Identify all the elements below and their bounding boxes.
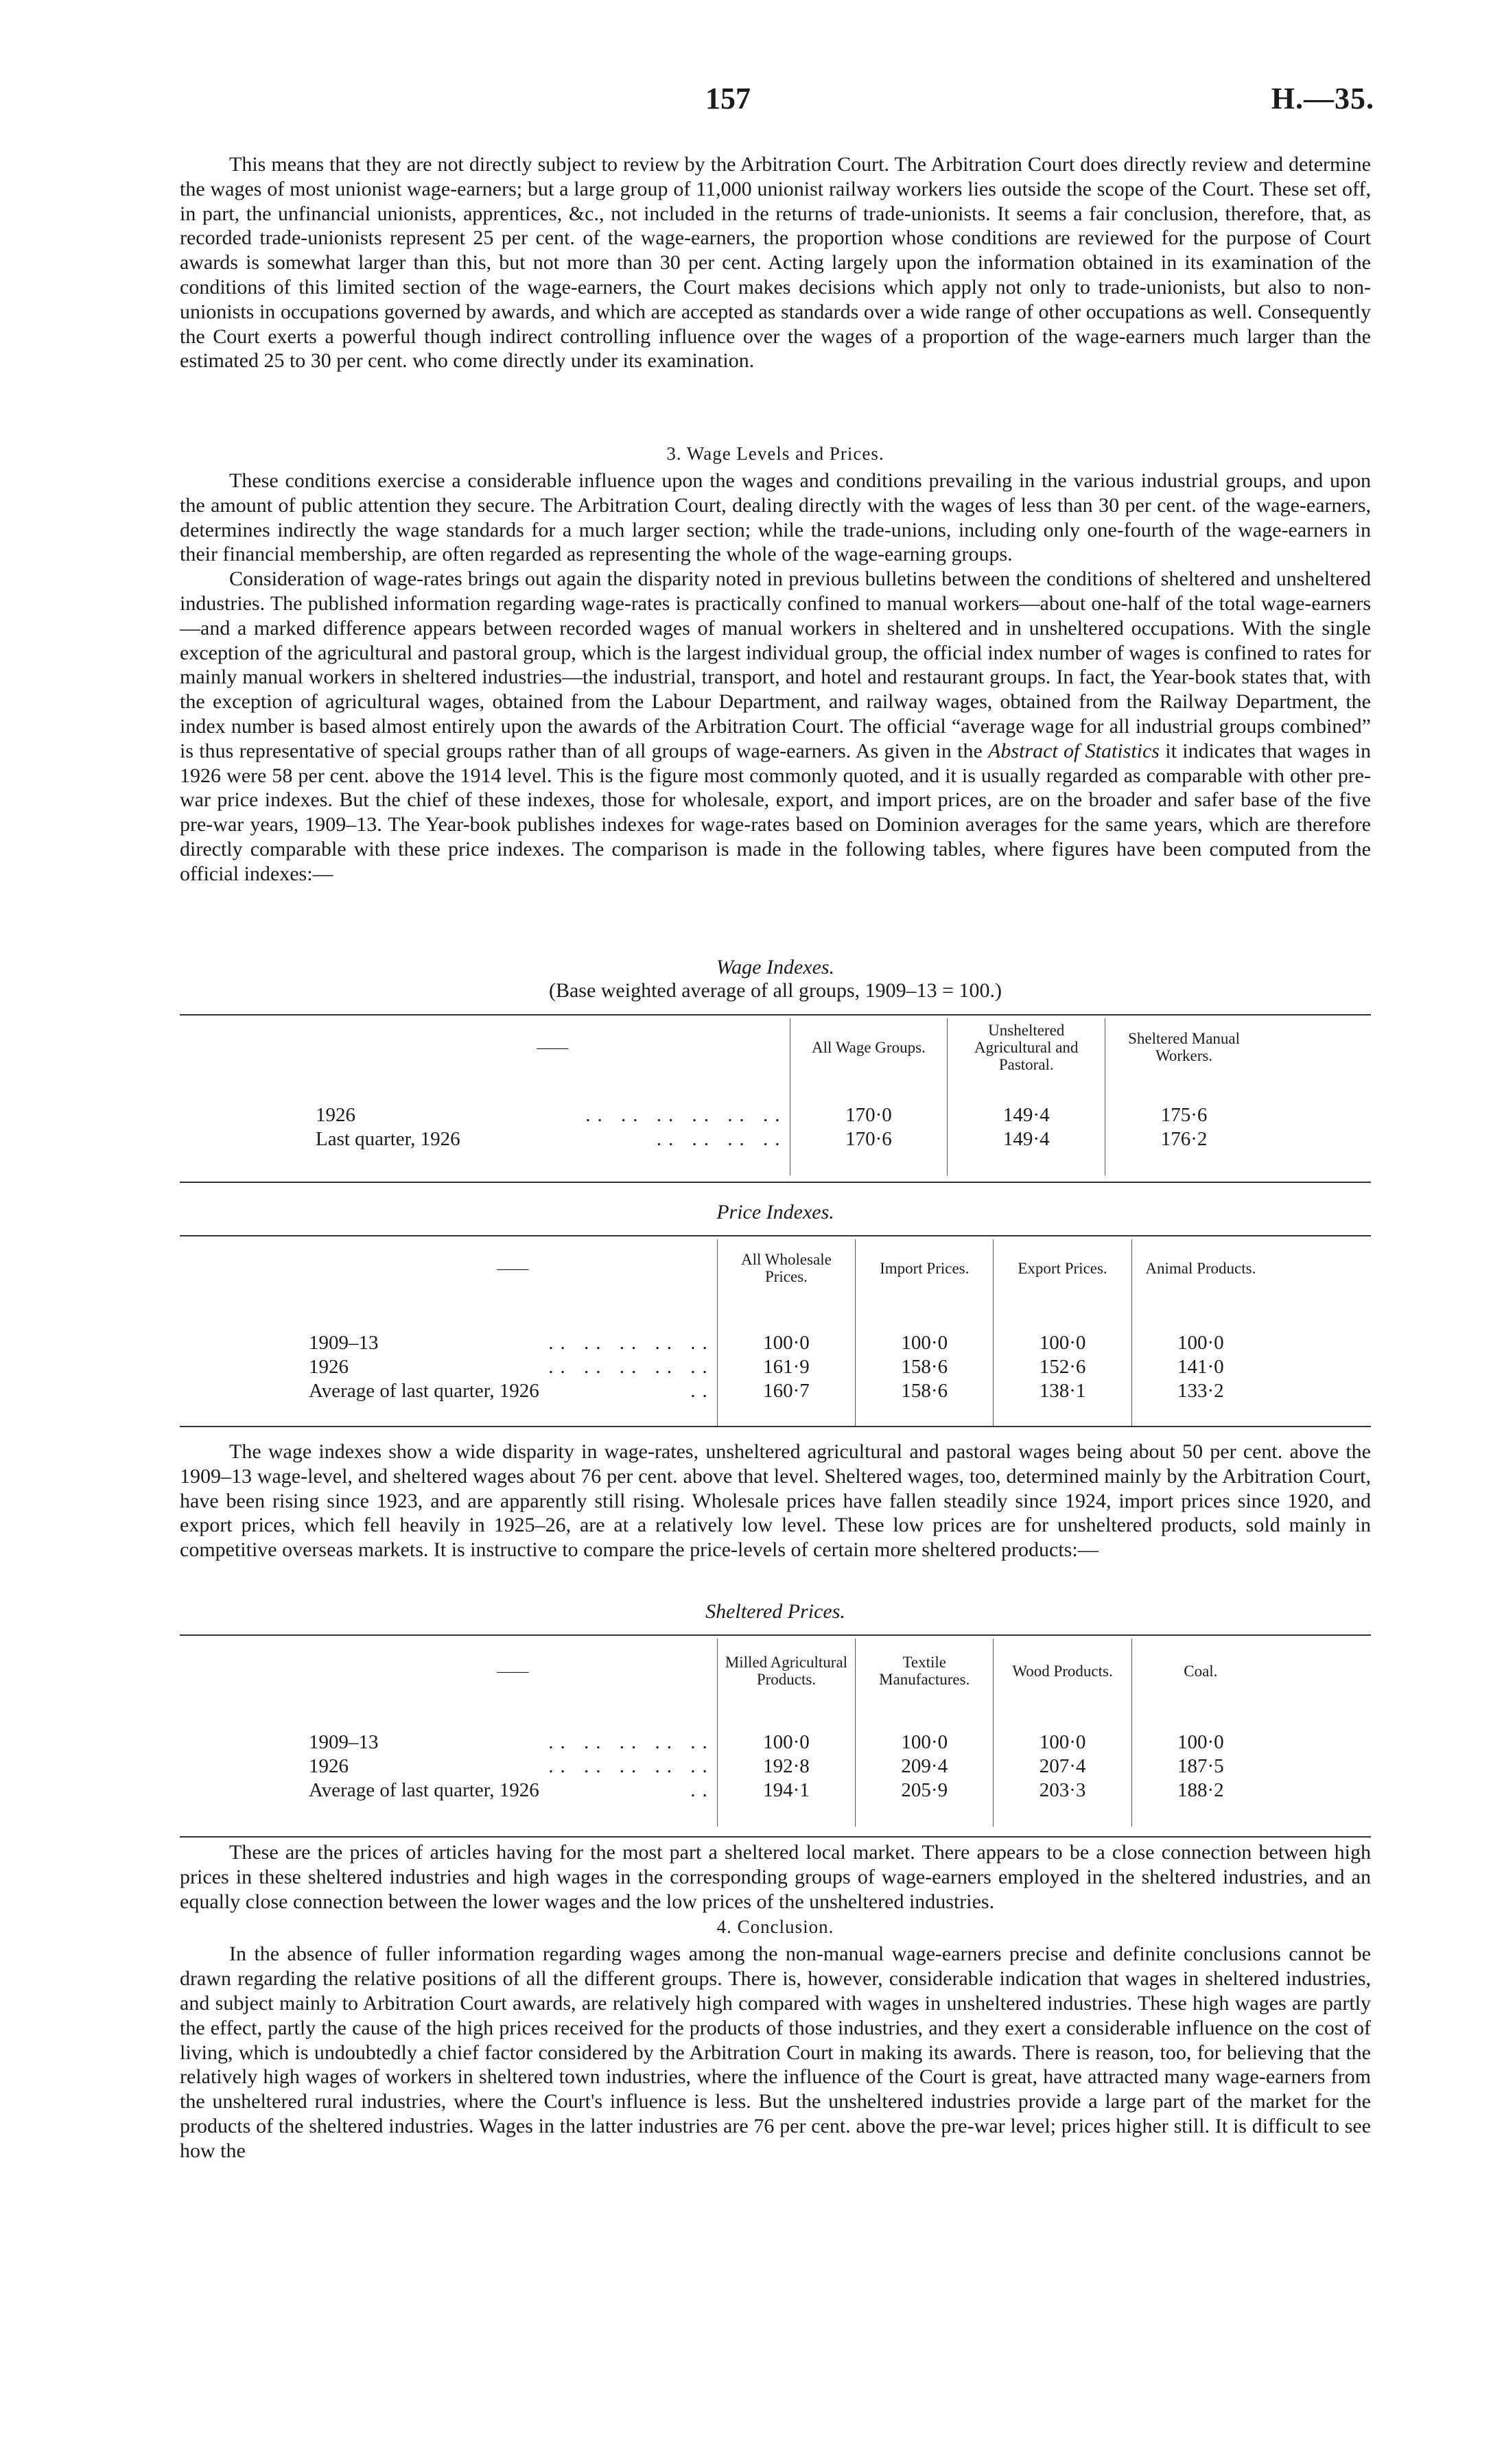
table-cell: 209·4: [856, 1755, 994, 1779]
table-cell: 100·0: [856, 1331, 994, 1355]
row-label: 1926 .. .. .. .. ..: [309, 1356, 714, 1378]
paragraph-3-part-a: Consideration of wage-rates brings out again the disparity noted in previous bulletins between the conditions of sheltered and unsheltered industries. The published information regarding wage-rates is practically confined to manual workers—about one-half of the total wage-earners—and a marked difference appears between recorded wages of manual workers in sheltered and in unsheltered occupations. With the single exception of the agricultural and pastoral group, which is the largest individual group, the official index number of wages is confined to rates for mainly manual workers in sheltered industries—the industrial, transport, and hotel and restaurant groups. In fact, the Year-book states that, with the exception of agricultural wages, obtained from the Labour Department, and railway wages, obtained from the Railway Department, the index number is based almost entirely upon the awards of the Arbitration Court. The official “average wage for all industrial groups combined” is thus representative of special groups rather than of all groups of wage-earners. As given in the: [180, 567, 1371, 762]
paragraph-5: These are the prices of articles having for the most part a sheltered local market. There appears to be a close connection between high prices in these sheltered industries and high wages in the corresponding groups of wage-earners employed in the sheltered industries, and an equally close connection between the lower wages and the low prices of the unsheltered industries.: [180, 1841, 1371, 1913]
table-row: [309, 1779, 1269, 1803]
price-table-header: Animal Products.: [1131, 1239, 1269, 1297]
table-cell: 158·6: [856, 1355, 994, 1379]
row-label: 1909–13 .. .. .. .. ..: [309, 1731, 714, 1753]
wage-table-subcaption: (Base weighted average of all groups, 1909–13 = 100.): [548, 979, 1002, 1002]
table-cell: 160·7: [717, 1379, 855, 1403]
paragraph-1: This means that they are not directly subject to review by the Arbitration Court. The Arbitration Court does directly review and determine the wages of most unionist wage-earners; but a large group of 11,000 unionist railway workers lies outside the scope of the Court. These set off, in part, the unfinancial unionists, apprentices, &c., not included in the returns of trade-unionists. It seems a fair conclusion, therefore, that, as recorded trade-unionists represent 25 per cent. of the wage-earners, the proportion whose conditions are reviewed for the purpose of Court awards is somewhat larger than this, but not more than 30 per cent. Acting largely upon the information obtained in its examination of the conditions of this limited section of the wage-earners, the Court makes decisions which apply not only to trade-unionists, but also to non-unionists in occupations governed by awards, and which are accepted as standards over a wide range of other occupations as well. Consequently the Court exerts a powerful though indirect controlling influence over the wages of a proportion of the wage-earners much larger than the estimated 25 to 30 per cent. who come directly under its examination.: [180, 153, 1371, 373]
table-cell: 207·4: [994, 1755, 1131, 1779]
table-cell: 175·6: [1105, 1103, 1263, 1127]
wage-table-stub-header: ——: [537, 1038, 569, 1056]
table-cell: 192·8: [717, 1755, 855, 1779]
abstract-of-statistics-title: Abstract of Statistics: [988, 739, 1160, 762]
row-label: 1926 .. .. .. .. .. ..: [316, 1104, 787, 1126]
paragraph-4-block: [180, 1440, 1371, 1562]
table-cell: 133·2: [1131, 1379, 1269, 1403]
table-cell: 170·0: [790, 1103, 948, 1127]
table-row: [316, 1103, 1263, 1127]
sheltered-table-caption-block: [180, 1600, 1371, 1623]
row-label: 1926 .. .. .. .. ..: [309, 1755, 714, 1777]
price-table-caption-block: [180, 1201, 1371, 1224]
row-label: Last quarter, 1926 .. .. .. ..: [316, 1128, 787, 1150]
sheltered-table-header: Milled Agricultural Products.: [717, 1639, 855, 1703]
sheltered-table-stub-header: ——: [497, 1662, 529, 1680]
sheltered-table-header: Coal.: [1131, 1639, 1269, 1703]
paragraph-2: These conditions exercise a considerable influence upon the wages and conditions prevailing in the various industrial groups, and upon the amount of public attention they secure. The Arbitration Court, dealing directly with the wages of less than 30 per cent. of the wage-earners, determines indirectly the wage standards for a much larger section; while the trade-unions, including only one-fourth of the wage-earners in their financial membership, are often regarded as representing the whole of the wage-earning groups.: [180, 469, 1371, 566]
sheltered-table-top-rule: [180, 1634, 1371, 1636]
table-cell: 100·0: [717, 1331, 855, 1355]
table-cell: 100·0: [1131, 1331, 1269, 1355]
table-cell: 158·6: [856, 1379, 994, 1403]
table-cell: 152·6: [994, 1355, 1131, 1379]
price-table-header: All Wholesale Prices.: [717, 1239, 855, 1297]
sheltered-table-bottom-rule: [180, 1836, 1371, 1838]
document-reference: H.—35.: [1271, 82, 1374, 115]
table-cell: 188·2: [1131, 1779, 1269, 1803]
wage-table-caption: Wage Indexes.: [716, 956, 835, 978]
wage-table-header-row: [316, 1018, 1263, 1076]
paragraph-3-part-b: it indicates that wages in 1926 were 58 per cent. above the 1914 level. This is the figure most commonly quoted, and it is usually regarded as comparable with other pre-war price indexes. But the chief of these indexes, those for wholesale, export, and import prices, are on the broader and safer base of the five pre-war years, 1909–13. The Year-book publishes indexes for wage-rates based on Dominion averages for the same years, which are therefore directly comparable with these price indexes. The comparison is made in the following tables, where figures have been computed from the official indexes:—: [180, 739, 1372, 885]
table-row: [309, 1355, 1269, 1379]
wage-table-caption-block: [180, 956, 1371, 1002]
table-cell: 194·1: [717, 1779, 855, 1803]
section-4-block: [180, 1840, 1371, 2163]
wage-table-header: Sheltered Manual Workers.: [1105, 1018, 1263, 1076]
table-cell: 176·2: [1105, 1127, 1263, 1151]
section-3-block: [180, 443, 1371, 887]
price-table-caption: Price Indexes.: [716, 1201, 834, 1223]
paragraph-1-block: [180, 152, 1371, 373]
table-cell: 141·0: [1131, 1355, 1269, 1379]
table-row: [316, 1127, 1263, 1151]
table-cell: 161·9: [717, 1355, 855, 1379]
page-number: 157: [705, 82, 751, 115]
paragraph-3: [180, 567, 1371, 886]
table-cell: 100·0: [994, 1730, 1131, 1755]
wage-table-top-rule: [180, 1014, 1371, 1016]
table-cell: 100·0: [856, 1730, 994, 1755]
table-cell: 138·1: [994, 1379, 1131, 1403]
price-table-bottom-rule: [180, 1426, 1371, 1427]
table-cell: 100·0: [994, 1331, 1131, 1355]
section-3-heading: 3. Wage Levels and Prices.: [666, 443, 884, 464]
price-table-top-rule: [180, 1235, 1371, 1236]
table-cell: 149·4: [948, 1127, 1105, 1151]
table-cell: 100·0: [1131, 1730, 1269, 1755]
section-4-heading: 4. Conclusion.: [716, 1916, 834, 1938]
price-table-header-row: [309, 1239, 1269, 1297]
price-table-stub-header: ——: [497, 1259, 529, 1277]
sheltered-table-caption: Sheltered Prices.: [705, 1600, 845, 1623]
paragraph-6: In the absence of fuller information regarding wages among the non-manual wage-earners precise and definite conclusions cannot be drawn regarding the relative positions of all the different groups. There is, however, considerable indication that wages in sheltered industries, and subject mainly to Arbitration Court awards, are relatively high compared with wages in unsheltered industries. These high wages are partly the effect, partly the cause of the high prices received for the products of those industries, and they exert a considerable influence on the cost of living, which is undoubtedly a chief factor considered by the Arbitration Court in making its awards. There is reason, too, for believing that the relatively high wages of workers in sheltered town industries, where the influence of the Court is great, have attracted many wage-earners from the unsheltered rural industries, where the Court's influence is less. But the unsheltered industries provide a large part of the market for the products of the sheltered industries. Wages in the latter industries are 76 per cent. above the pre-war level; prices higher still. It is difficult to see how the: [180, 1943, 1371, 2162]
table-cell: 170·6: [790, 1127, 948, 1151]
row-label: Average of last quarter, 1926 ..: [309, 1779, 714, 1801]
row-label: 1909–13 .. .. .. .. ..: [309, 1332, 714, 1354]
wage-table-bottom-rule: [180, 1182, 1371, 1183]
table-row: [309, 1331, 1269, 1355]
table-cell: 100·0: [717, 1730, 855, 1755]
wage-table: [316, 1018, 1263, 1175]
table-row: [309, 1379, 1269, 1403]
row-label: Average of last quarter, 1926 ..: [309, 1380, 714, 1402]
table-cell: 149·4: [948, 1103, 1105, 1127]
table-row: [309, 1730, 1269, 1755]
sheltered-table: [309, 1639, 1269, 1827]
price-table-header: Import Prices.: [856, 1239, 994, 1297]
paragraph-4: The wage indexes show a wide disparity in wage-rates, unsheltered agricultural and pastoral wages being about 50 per cent. above the 1909–13 wage-level, and sheltered wages about 76 per cent. above that level. Sheltered wages, too, determined mainly by the Arbitration Court, have been rising since 1923, and are apparently still rising. Wholesale prices have fallen steadily since 1924, import prices since 1920, and export prices, which fell heavily in 1925–26, are at a relatively low level. These low prices are for unsheltered products, sold mainly in competitive overseas markets. It is instructive to compare the price-levels of certain more sheltered products:—: [180, 1440, 1371, 1562]
table-cell: 205·9: [856, 1779, 994, 1803]
price-table: [309, 1239, 1269, 1427]
price-table-header: Export Prices.: [994, 1239, 1131, 1297]
wage-table-header: All Wage Groups.: [790, 1018, 948, 1076]
sheltered-table-header: Textile Manufactures.: [856, 1639, 994, 1703]
table-cell: 187·5: [1131, 1755, 1269, 1779]
table-cell: 203·3: [994, 1779, 1131, 1803]
table-row: [309, 1755, 1269, 1779]
sheltered-table-header-row: [309, 1639, 1269, 1703]
wage-table-header: Unsheltered Agricultural and Pastoral.: [948, 1018, 1105, 1076]
sheltered-table-header: Wood Products.: [994, 1639, 1131, 1703]
